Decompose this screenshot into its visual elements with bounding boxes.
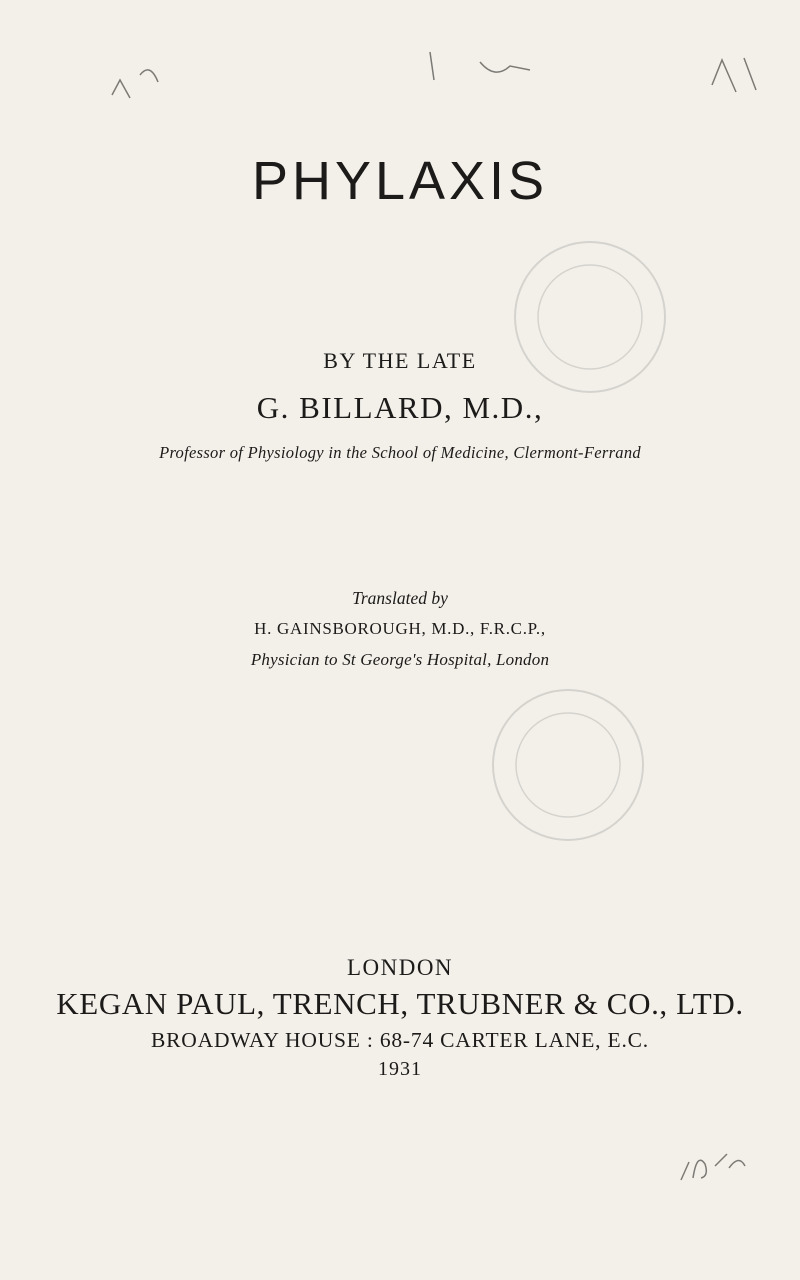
book-title: PHYLAXIS bbox=[251, 151, 549, 211]
publication-year: 1931 bbox=[378, 1058, 422, 1080]
library-stamp-upper bbox=[470, 232, 710, 402]
pencil-mark-bottom bbox=[675, 1140, 765, 1190]
translator-affiliation: Physician to St George's Hospital, London bbox=[250, 650, 550, 669]
author-name: G. BILLARD, M.D., bbox=[256, 390, 544, 425]
pencil-marks-top bbox=[0, 0, 800, 140]
publisher-name: KEGAN PAUL, TRENCH, TRUBNER & CO., LTD. bbox=[56, 986, 744, 1021]
library-stamp-lower bbox=[448, 680, 688, 850]
author-affiliation: Professor of Physiology in the School of Medicine, Clermont-Ferrand bbox=[159, 443, 641, 462]
byline: BY THE LATE bbox=[323, 348, 477, 373]
translated-by-label: Translated by bbox=[352, 588, 448, 608]
publisher-address: BROADWAY HOUSE : 68-74 CARTER LANE, E.C. bbox=[151, 1028, 649, 1052]
translator-name: H. GAINSBOROUGH, M.D., F.R.C.P., bbox=[254, 619, 546, 638]
publication-place: LONDON bbox=[346, 955, 454, 980]
